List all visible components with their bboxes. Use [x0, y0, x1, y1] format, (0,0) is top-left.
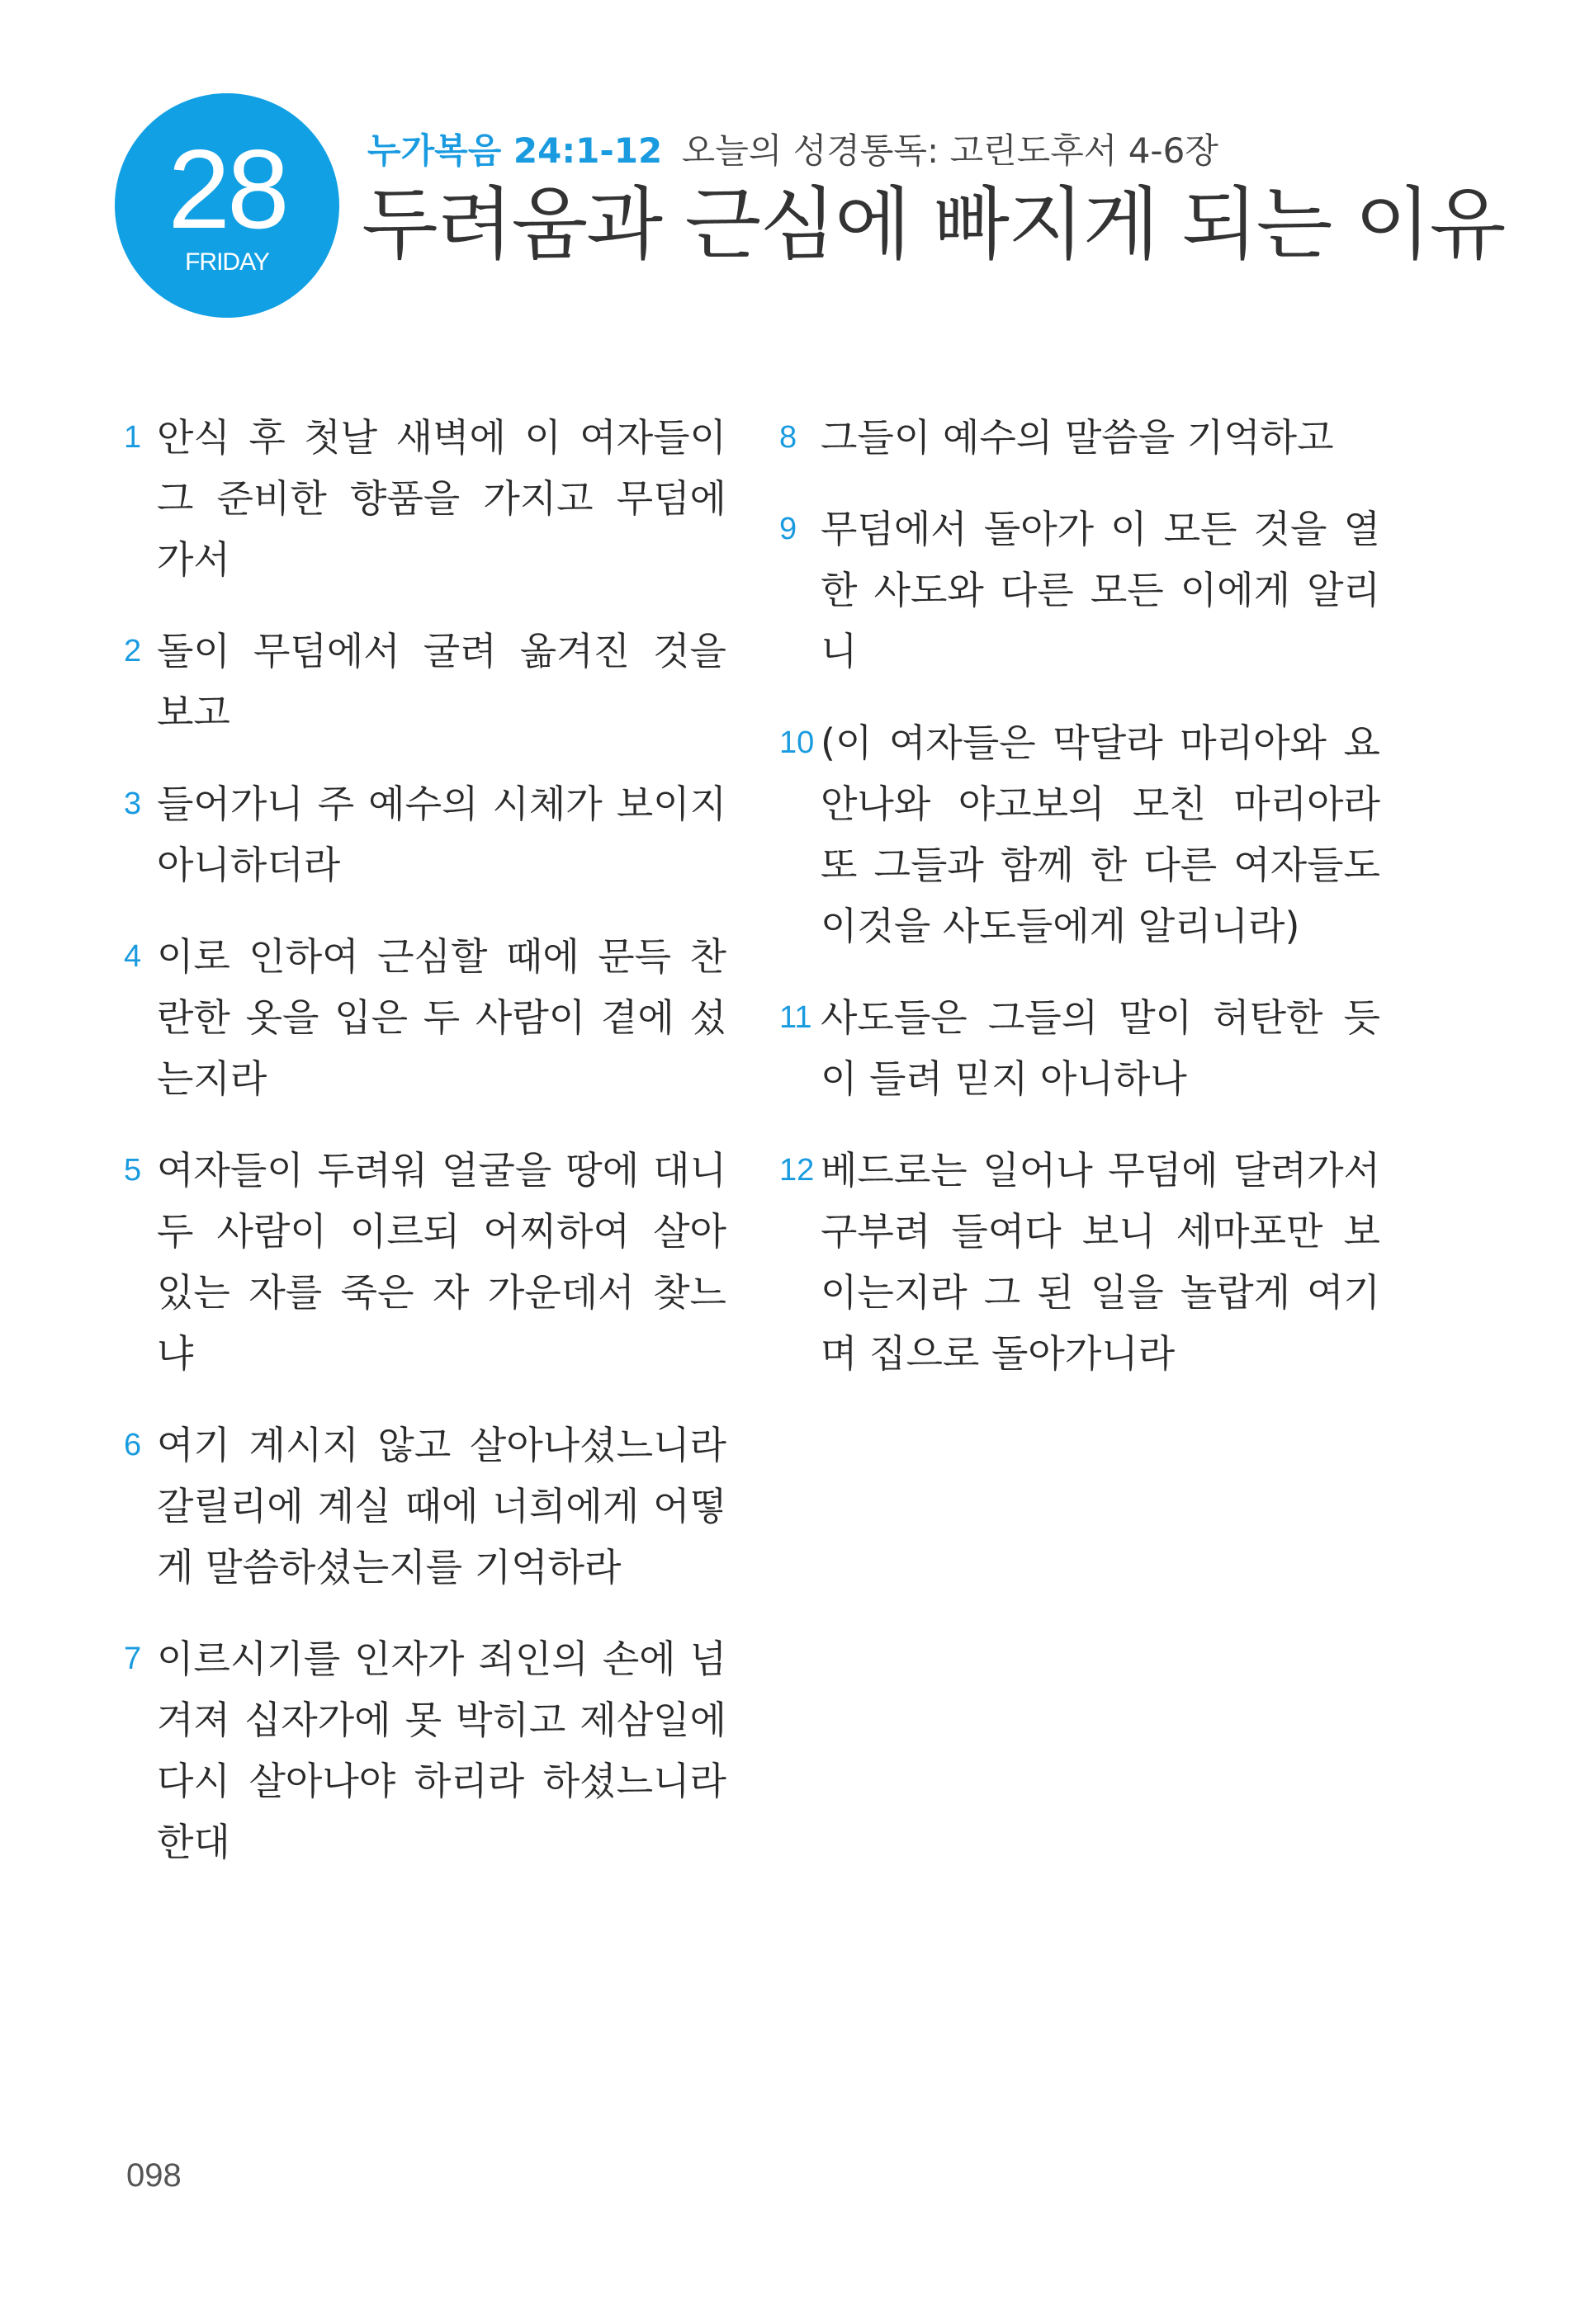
- verse-line: 는지라: [157, 1056, 267, 1101]
- verse-number: 8: [779, 420, 797, 455]
- day-number: 28: [168, 126, 286, 252]
- verse: [124, 407, 726, 590]
- verse-number: 9: [779, 512, 797, 546]
- verse-number: 5: [124, 1153, 142, 1188]
- verse-line: 또 그들과 함께 한 다른 여자들도: [821, 843, 1380, 887]
- verse-text: [157, 1628, 726, 1873]
- subheading: [367, 124, 1218, 173]
- verse-number: 6: [124, 1428, 142, 1462]
- verse-line: 여자들이 두려워 얼굴을 땅에 대니: [157, 1148, 726, 1193]
- verse-line: 한 사도와 다른 모든 이에게 알리: [821, 568, 1380, 612]
- verse-line: 구부려 들여다 보니 세마포만 보: [821, 1209, 1380, 1254]
- verse-line: 니: [821, 629, 858, 673]
- verse-text: [157, 621, 726, 743]
- verse-line: 다시 살아나야 하리라 하셨느니라: [157, 1759, 726, 1803]
- verse: [779, 1140, 1380, 1384]
- verse-text: [157, 1415, 726, 1598]
- weekday-label: FRIDAY: [185, 248, 269, 276]
- verse-text: [821, 712, 1380, 957]
- verse-number: 3: [124, 786, 142, 821]
- verse: [779, 407, 1380, 468]
- verse-line: 란한 옷을 입은 두 사람이 곁에 섰: [157, 995, 726, 1040]
- verse-line: 있는 자를 죽은 자 가운데서 찾느: [157, 1270, 726, 1315]
- page-number: 098: [126, 2157, 182, 2194]
- verse-line: 그들이 예수의 말씀을 기억하고: [821, 415, 1334, 460]
- verse-line: 베드로는 일어나 무덤에 달려가서: [821, 1148, 1380, 1193]
- verse-line: 한대: [157, 1820, 230, 1864]
- verses-right-column: [779, 407, 1380, 1415]
- verse: [124, 1140, 726, 1384]
- verse-number: 12: [779, 1153, 815, 1188]
- verse-number: 4: [124, 939, 142, 974]
- verse-number: 10: [779, 725, 815, 760]
- verse-line: 이로 인하여 근심할 때에 문득 찬: [157, 934, 726, 979]
- day-badge: [115, 93, 339, 318]
- verse-line: 가서: [157, 537, 230, 582]
- verse-text: [157, 926, 726, 1109]
- verse-line: 겨져 십자가에 못 박히고 제삼일에: [157, 1698, 726, 1742]
- verse-line: 사도들은 그들의 말이 허탄한 듯: [821, 995, 1380, 1040]
- verse-line: 안나와 야고보의 모친 마리아라: [821, 782, 1380, 826]
- verse-line: 이는지라 그 된 일을 놀랍게 여기: [821, 1270, 1380, 1315]
- verse-line: 두 사람이 이르되 어찌하여 살아: [157, 1209, 726, 1254]
- verse-line: 보고: [157, 690, 230, 735]
- verse-line: 이것을 사도들에게 알리니라): [821, 904, 1300, 948]
- verse: [124, 773, 726, 895]
- verse: [124, 926, 726, 1109]
- verse-number: 11: [779, 1000, 812, 1035]
- verse: [779, 987, 1380, 1109]
- verse-text: [821, 407, 1380, 468]
- verse-text: [157, 407, 726, 590]
- verse: [124, 1415, 726, 1598]
- verse-text: [157, 1140, 726, 1384]
- verse-line: 여기 계시지 않고 살아나셨느니라: [157, 1423, 726, 1467]
- verse-number: 7: [124, 1641, 142, 1676]
- verse-line: 게 말씀하셨는지를 기억하라: [157, 1545, 622, 1589]
- verse-line: 이 들려 믿지 아니하나: [821, 1056, 1187, 1101]
- verse: [779, 498, 1380, 682]
- verse-line: 그 준비한 향품을 가지고 무덤에: [157, 476, 726, 521]
- verse: [124, 1628, 726, 1873]
- verse-text: [821, 498, 1380, 682]
- verse-number: 1: [124, 420, 142, 455]
- verse-line: 안식 후 첫날 새벽에 이 여자들이: [157, 415, 726, 460]
- verse-text: [157, 773, 726, 895]
- verse: [779, 712, 1380, 957]
- daily-reading: 오늘의 성경통독: 고린도후서 4-6장: [681, 130, 1218, 171]
- verse-line: (이 여자들은 막달라 마리아와 요: [821, 720, 1380, 765]
- verse-text: [821, 987, 1380, 1109]
- verse: [124, 621, 726, 743]
- verse-number: 2: [124, 634, 142, 668]
- verse-line: 들어가니 주 예수의 시체가 보이지: [157, 782, 726, 826]
- verse-line: 며 집으로 돌아가니라: [821, 1331, 1176, 1376]
- verse-line: 무덤에서 돌아가 이 모든 것을 열: [821, 507, 1380, 551]
- verse-line: 갈릴리에 계실 때에 너희에게 어떻: [157, 1484, 726, 1528]
- page-title: 두려움과 근심에 빠지게 되는 이유: [362, 178, 1505, 271]
- scripture-reference: 누가복음 24:1-12: [367, 130, 663, 171]
- verse-line: 이르시기를 인자가 죄인의 손에 넘: [157, 1637, 726, 1681]
- verse-line: 냐: [157, 1331, 194, 1376]
- verse-line: 돌이 무덤에서 굴려 옮겨진 것을: [157, 629, 726, 673]
- verse-text: [821, 1140, 1380, 1384]
- verses-left-column: [124, 407, 726, 1903]
- verse-line: 아니하더라: [157, 843, 341, 887]
